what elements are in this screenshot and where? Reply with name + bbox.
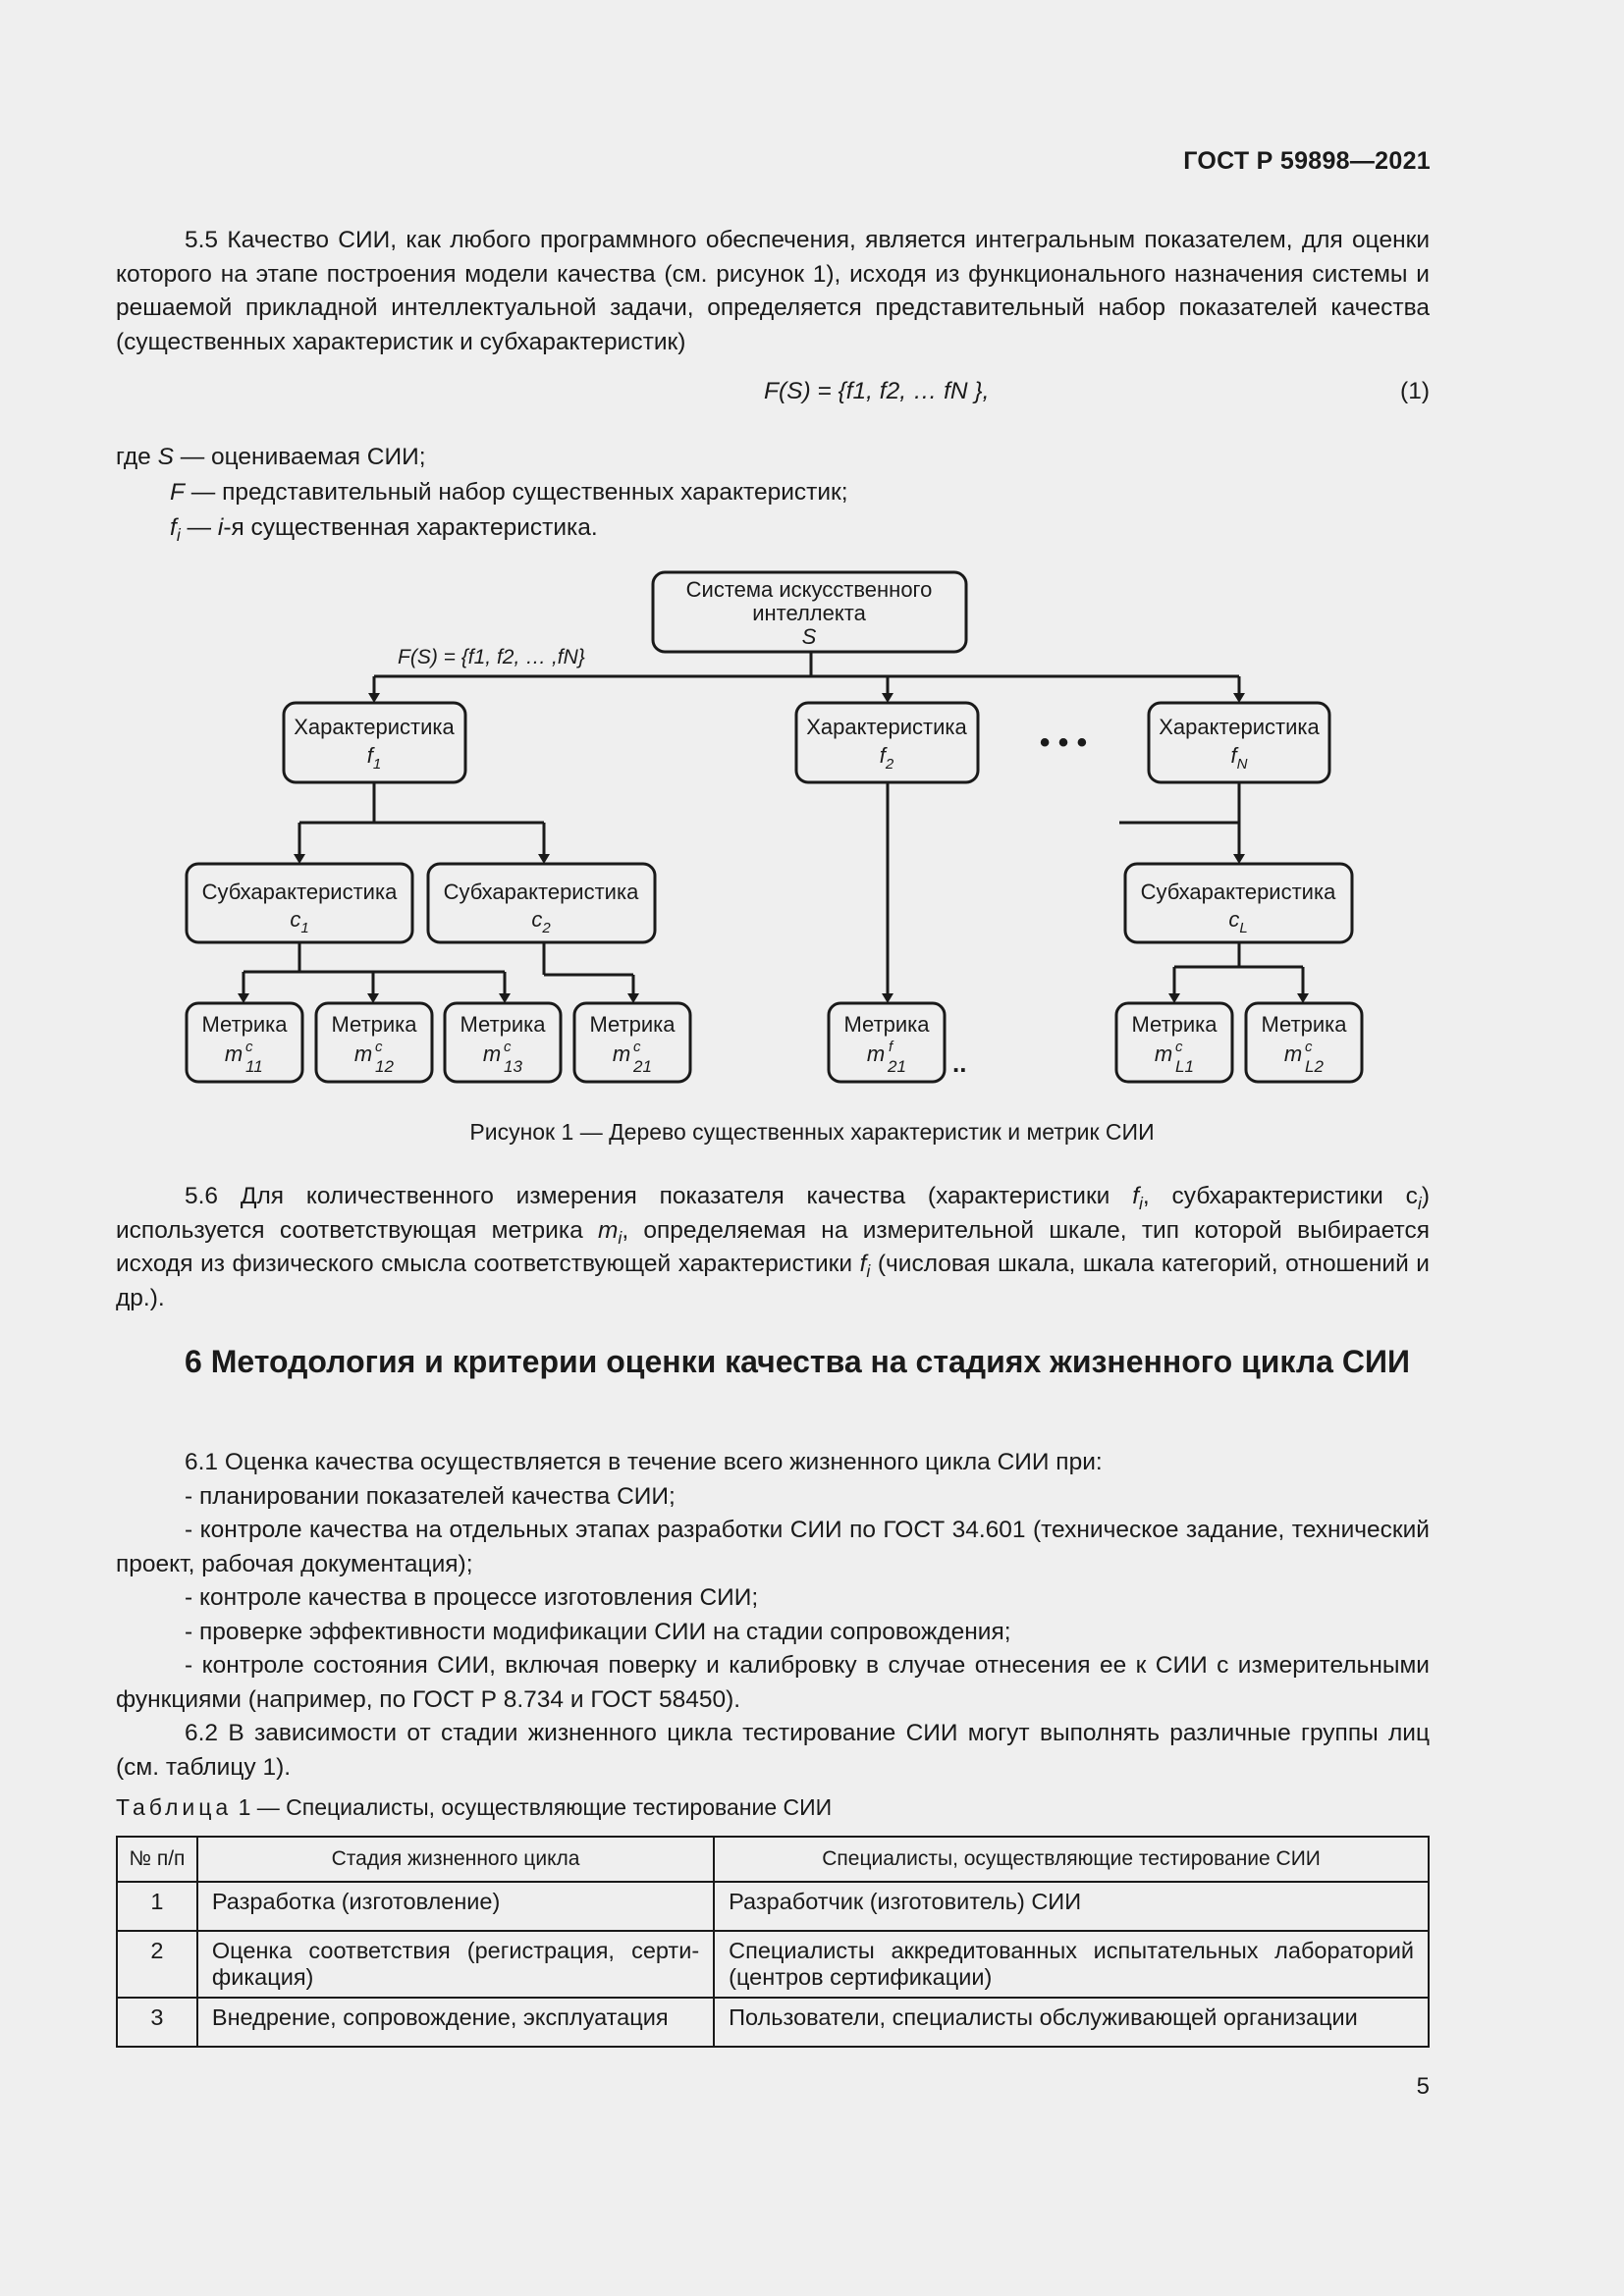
def-f: F — представительный набор существенных характеристик; [170, 479, 848, 506]
svg-text:Субхарактеристика: Субхарактеристика [1140, 880, 1336, 904]
svg-text:m: m [1283, 1041, 1303, 1066]
paragraph-5-5: 5.5 Качество СИИ, как любого программного обеспечения, является интегральным показателем, для оценки которого на этапе построения модели качества (см. рисунок 1), исходя из функционального назначения системы и решаемой прикладной интеллектуальной задачи, определяется представительный набор показателей качества (существенных характеристик и субхарактеристик) [116, 227, 1430, 355]
paragraph-6-1 [116, 1446, 1430, 1785]
subchar-node-2 [428, 864, 655, 942]
ellipsis-dots: • • • [1039, 726, 1088, 759]
table-header-row [117, 1837, 1429, 1882]
svg-text:Система искусственного: Система искусственного [685, 577, 933, 602]
list-item: - контроле качества в процессе изготовления СИИ; [185, 1584, 759, 1611]
metric-node-m12 [316, 1003, 432, 1082]
table-cell: Внедрение, сопровождение, эксплуатация [197, 1998, 714, 2047]
svg-text:S: S [801, 624, 817, 649]
svg-text:c: c [1175, 1039, 1183, 1055]
svg-text:интеллекта: интеллекта [752, 601, 866, 625]
svg-text:13: 13 [504, 1057, 522, 1076]
set-label: F(S) = {f1, f2, … ,fN} [398, 646, 585, 668]
svg-text:m: m [224, 1041, 244, 1066]
table-row [117, 1882, 1429, 1931]
column-header: Специалисты, осуществляющие тестирование СИИ [714, 1837, 1429, 1882]
list-item: - планировании показателей качества СИИ; [185, 1482, 676, 1510]
svg-text:21: 21 [888, 1057, 906, 1076]
column-header: № п/п [117, 1837, 197, 1882]
svg-text:Субхарактеристика: Субхарактеристика [443, 880, 639, 904]
small-dots: .. [952, 1048, 967, 1078]
metric-node-ml2 [1246, 1003, 1362, 1082]
svg-text:cL: $c_L$ [1228, 907, 1248, 936]
table-1 [116, 1836, 1430, 2048]
svg-text:m: m [482, 1041, 502, 1066]
table-cell: Разработчик (изготовитель) СИИ [714, 1882, 1429, 1931]
svg-text:Характеристика: Характеристика [1159, 715, 1320, 739]
svg-text:c: c [633, 1039, 641, 1055]
char-node-2 [796, 703, 978, 782]
svg-text:c: c [375, 1039, 383, 1055]
section-6-heading: 6 Методология и критерии оценки качества на стадиях жизненного цикла СИИ [185, 1344, 1410, 1379]
root-node [653, 572, 966, 652]
svg-text:Характеристика: Характеристика [806, 715, 967, 739]
svg-text:Метрика: Метрика [843, 1012, 930, 1037]
formula-text: F(S) = {f1, f2, … fN }, [764, 378, 990, 404]
table-cell: 1 [117, 1882, 197, 1931]
svg-text:Метрика: Метрика [1131, 1012, 1218, 1037]
svg-text:Метрика: Метрика [589, 1012, 676, 1037]
svg-text:12: 12 [375, 1057, 394, 1076]
metric-node-m21f [829, 1003, 945, 1082]
table-cell: 2 [117, 1931, 197, 1998]
svg-text:Метрика: Метрика [201, 1012, 288, 1037]
svg-text:c: c [1305, 1039, 1313, 1055]
table-1-caption: Таблица 1 — Специалисты, осуществляющие тестирование СИИ [116, 1794, 833, 1820]
svg-text:Метрика: Метрика [331, 1012, 417, 1037]
p61-intro: 6.1 Оценка качества осуществляется в течение всего жизненного цикла СИИ при: [185, 1449, 1103, 1475]
def-fi: $f_i$ — i-я существенная характеристика. [170, 514, 598, 546]
svg-text:L2: L2 [1305, 1057, 1324, 1076]
table-cell: Специалисты аккредитованных испытательных лабораторий (центров сертификации) [714, 1931, 1429, 1998]
svg-text:c1: $c_1$ [290, 907, 309, 936]
paragraph-5-6: 5.6 Для количественного измерения показателя качества (характеристики $f_i$, субхарактеристики $c_i$) используется соответствующая метрика $m_i$, определяемая на измерительной шкале, тип которой выбирается исходя из физического смысла соответствующей характеристики $f_i$ (числовая шкала, шкала категорий, отношений и др.). [116, 1183, 1430, 1311]
document-code: ГОСТ Р 59898—2021 [1183, 147, 1431, 175]
subchar-node-l [1125, 864, 1352, 942]
svg-text:21: 21 [633, 1057, 652, 1076]
svg-text:m: m [866, 1041, 886, 1066]
svg-text:m: m [353, 1041, 373, 1066]
paragraph-6-2: 6.2 В зависимости от стадии жизненного цикла тестирование СИИ могут выполнять различные группы лиц (см. таблицу 1). [116, 1720, 1430, 1781]
svg-text:m: m [1154, 1041, 1173, 1066]
svg-text:Метрика: Метрика [1261, 1012, 1347, 1037]
table-cell: Оценка соответствия (регистрация, сертификация) [197, 1931, 714, 1998]
metric-node-m11 [187, 1003, 302, 1082]
svg-text:c: c [245, 1039, 253, 1055]
table-row [117, 1931, 1429, 1998]
formula-number: (1) [1400, 378, 1430, 404]
svg-text:c2: $c_2$ [531, 907, 551, 936]
metric-node-m13 [445, 1003, 561, 1082]
table-cell: Пользователи, специалисты обслуживающей организации [714, 1998, 1429, 2047]
subchar-node-1 [187, 864, 412, 942]
svg-text:L1: L1 [1175, 1057, 1194, 1076]
svg-text:f2: $f_2$ [879, 743, 894, 773]
svg-text:Субхарактеристика: Субхарактеристика [201, 880, 398, 904]
list-item: - контроле качества на отдельных этапах разработки СИИ по ГОСТ 34.601 (техническое задание, технический проект, рабочая документация); [116, 1517, 1430, 1577]
figure-caption: Рисунок 1 — Дерево существенных характеристик и метрик СИИ [469, 1119, 1155, 1145]
table-row [117, 1998, 1429, 2047]
char-node-1 [284, 703, 465, 782]
svg-text:m: m [612, 1041, 631, 1066]
table-cell: Разработка (изготовление) [197, 1882, 714, 1931]
svg-text:Метрика: Метрика [460, 1012, 546, 1037]
svg-text:Характеристика: Характеристика [294, 715, 455, 739]
svg-text:f: f [889, 1039, 893, 1055]
list-item: - контроле состояния СИИ, включая поверку и калибровку в случае отнесения ее к СИИ с измерительными функциями (например, по ГОСТ Р 8.734 и ГОСТ 58450). [116, 1652, 1430, 1713]
svg-text:c: c [504, 1039, 512, 1055]
page-number: 5 [1416, 2073, 1430, 2100]
svg-text:fN: $f_N$ [1230, 743, 1248, 773]
char-node-n [1149, 703, 1329, 782]
table-cell: 3 [117, 1998, 197, 2047]
metric-node-m21c [574, 1003, 690, 1082]
column-header: Стадия жизненного цикла [197, 1837, 714, 1882]
metric-node-ml1 [1116, 1003, 1232, 1082]
svg-text:f1: $f_1$ [366, 743, 382, 773]
list-item: - проверке эффективности модификации СИИ на стадии сопровождения; [185, 1618, 1011, 1645]
def-s: где S — оцениваемая СИИ; [116, 444, 426, 470]
svg-text:11: 11 [245, 1057, 263, 1076]
